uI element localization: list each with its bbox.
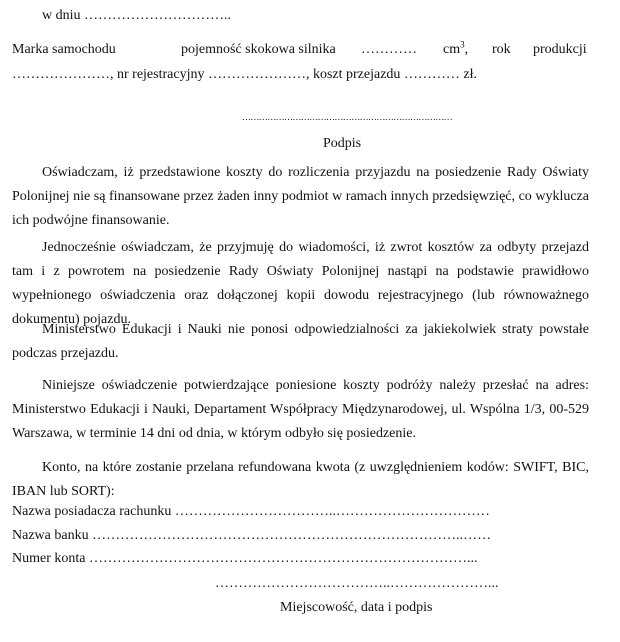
statement-paragraph-2: Jednocześnie oświadczam, że przyjmuję do wiadomości, iż zwrot kosztów za odbyty przejazd tam i z powrotem na posiedzenie Rady Oświaty Polonijnej nastąpi na podstawie prawidłowo wypełnionego oświadczenia oraz dołączonej kopii dowodu rejestracyjnego (lub równoważnego dokumentu) pojazdu. <box>12 240 589 327</box>
account-paragraph: Konto, na które zostanie przelana refundowana kwota (z uwzględnieniem kodów: SWIFT, BIC, IBAN lub SORT): <box>12 460 589 499</box>
year-label: rok <box>492 42 511 57</box>
statement-paragraph-4: Niniejsze oświadczenie potwierdzające poniesione koszty podróży należy przesłać na adres: Ministerstwo Edukacji i Nauki, Departament Współpracy Międzynarodowej, ul. Wspólna 1/3, 00-529 Warszawa, w terminie 14 dni od dnia, w którym odbyło się posiedzenie. <box>12 378 589 441</box>
statement-paragraph-3: Ministerstwo Edukacji i Nauki nie ponosi odpowiedzialności za jakiekolwiek straty powstałe podczas przejazdu. <box>12 322 589 361</box>
signature-dots: ………………………………………………………………… <box>242 112 453 122</box>
unit-cm: $cm^3$, <box>443 39 469 57</box>
unit-text: cm <box>443 42 461 57</box>
engine-capacity-dots: ………… <box>361 42 417 57</box>
place-date-signature-dots: ………………………………..…………………... <box>215 576 499 591</box>
engine-capacity-label: pojemność skokowa silnika <box>181 42 336 57</box>
account-holder-field[interactable]: Nazwa posiadacza rachunku ……………………………..…………………………… <box>12 504 490 519</box>
production-label: produkcji <box>533 42 587 57</box>
car-details-line: …………………, nr rejestracyjny …………………, koszt przejazdu ………… zł. <box>12 67 478 82</box>
bank-name-field[interactable]: Nazwa banku ……………………………………………………………………..…… <box>12 528 492 543</box>
account-number-field[interactable]: Numer konta ………………………………………………………………………... <box>12 551 478 566</box>
signature-label: Podpis <box>323 136 362 151</box>
unit-superscript: 3 <box>460 39 465 50</box>
place-date-signature-label: Miejscowość, data i podpis <box>280 600 433 615</box>
date-line: w dniu ………………………….. <box>42 8 231 23</box>
car-make-label: Marka samochodu <box>12 42 116 57</box>
statement-paragraph-1: Oświadczam, iż przedstawione koszty do rozliczenia przyjazdu na posiedzenie Rady Oświaty Polonijnej nie są finansowane przez żaden inny podmiot w ramach innych przedsięwzięć, co wyklucza ich podwójne finansowanie. <box>12 165 589 228</box>
